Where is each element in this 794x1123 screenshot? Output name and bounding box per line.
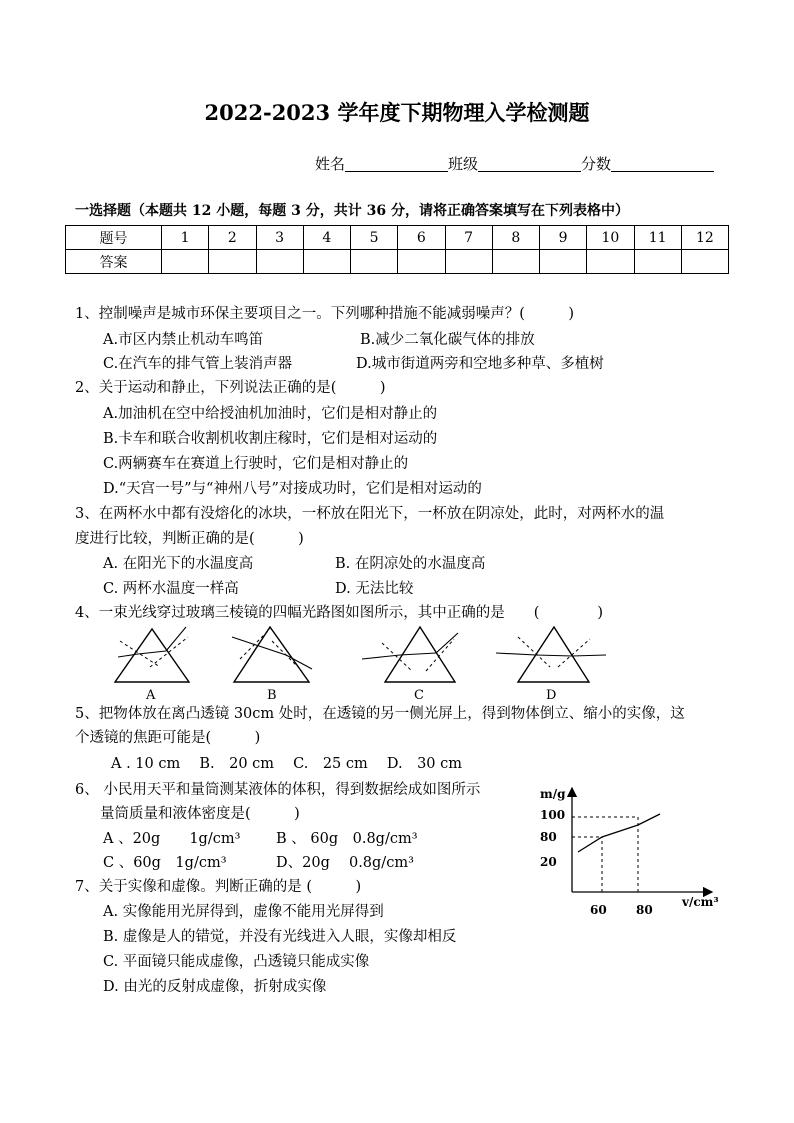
question-3-option-c: C. 两杯水温度一样高 [103,581,239,597]
x-axis-label: v/cm³ [682,895,719,909]
question-2-option-c: C.两辆赛车在赛道上行驶时，它们是相对静止的 [103,456,409,472]
score-blank[interactable] [611,155,714,172]
page-title: 2022-2023 学年度下期物理入学检测题 [204,100,590,125]
question-number: 7 [445,226,492,250]
question-3-option-b: B. 在阴凉处的水温度高 [335,556,486,572]
prism-label-a: A [146,688,156,703]
answer-table [65,225,729,274]
prism-figure-c[interactable] [362,627,458,703]
question-1-option-d: D.城市街道两旁和空地多种草、多植树 [356,356,604,372]
question-number: 12 [681,226,728,250]
question-5-stem-line1: 5、把物体放在离凸透镜 30cm 处时，在透镜的另一侧光屏上，得到物体倒立、缩小的实像，这 [75,706,685,722]
row-label-number: 题号 [66,226,162,250]
question-number: 1 [162,226,209,250]
question-7-stem: 7、关于实像和虚像。判断正确的是 ( ) [75,879,362,895]
question-number: 10 [587,226,634,250]
name-blank[interactable] [345,155,448,172]
prism-figure-d[interactable] [496,627,606,703]
question-2-option-d: D.“天宫一号”与“神州八号”对接成功时，它们是相对运动的 [103,481,482,497]
question-1-option-b: B.减少二氧化碳气体的排放 [360,332,535,348]
question-6-option-d: D、20g 0.8g/cm³ [276,855,414,871]
section-heading: 一选择题（本题共 12 小题，每题 3 分，共计 36 分，请将正确答案填写在下列表格中） [75,203,629,219]
score-label: 分数 [581,155,612,173]
question-7-option-c: C. 平面镜只能成虚像，凸透镜只能成实像 [103,954,370,970]
answer-cell[interactable] [398,250,445,274]
answer-cell[interactable] [540,250,587,274]
question-3-stem-line2: 度进行比较，判断正确的是( ) [75,531,304,547]
answer-cell[interactable] [351,250,398,274]
question-6-option-a: A 、20g 1g/cm³ [103,831,241,847]
question-5-options: A . 10 cm B. 20 cm C. 25 cm D. 30 cm [111,756,463,772]
class-label: 班级 [448,155,479,173]
question-7-option-b: B. 虚像是人的错觉，并没有光线进入人眼，实像却相反 [103,929,457,945]
question-3-option-d: D. 无法比较 [335,581,414,597]
x-tick-label: 60 [590,903,607,917]
answer-cell[interactable] [681,250,728,274]
question-1-option-a: A.市区内禁止机动车鸣笛 [103,332,264,348]
answer-cell[interactable] [162,250,209,274]
question-2-stem: 2、关于运动和静止，下列说法正确的是( ) [75,380,386,396]
question-6-stem-line2: 量筒质量和液体密度是( ) [100,806,300,822]
question-number: 3 [256,226,303,250]
answer-cell[interactable] [492,250,539,274]
question-number: 4 [303,226,350,250]
answer-row [66,250,729,274]
question-number: 11 [634,226,681,250]
number-row [66,226,729,250]
question-5-stem-line2: 个透镜的焦距可能是( ) [75,730,261,746]
class-blank[interactable] [478,155,581,172]
y-tick-label: 100 [540,808,566,822]
mass-volume-line [578,814,660,852]
row-label-answer: 答案 [66,250,162,274]
answer-cell[interactable] [303,250,350,274]
question-7-option-a: A. 实像能用光屏得到，虚像不能用光屏得到 [103,904,384,920]
answer-cell[interactable] [587,250,634,274]
question-number: 2 [209,226,256,250]
mass-volume-chart [530,782,730,922]
question-6-option-b: B 、 60g 0.8g/cm³ [276,831,418,847]
question-number: 6 [398,226,445,250]
prism-label-c: C [414,688,424,703]
question-1-stem: 1、控制噪声是城市环保主要项目之一。下列哪种措施不能减弱噪声？( ) [75,306,575,322]
y-tick-label: 80 [540,830,557,844]
answer-cell[interactable] [445,250,492,274]
question-7-option-d: D. 由光的反射成虚像，折射成实像 [103,979,327,995]
prism-figure-b[interactable] [232,627,312,703]
answer-cell[interactable] [256,250,303,274]
question-6-stem-line1: 6、 小民用天平和量筒测某液体的体积，得到数据绘成如图所示 [75,782,481,798]
answer-cell[interactable] [209,250,256,274]
prism-figure-a[interactable] [115,627,189,703]
answer-cell[interactable] [634,250,681,274]
prism-diagrams [0,615,794,707]
name-label: 姓名 [315,155,346,173]
x-tick-label: 80 [636,903,653,917]
y-tick-label: 20 [540,855,557,869]
question-3-option-a: A. 在阳光下的水温度高 [103,556,254,572]
question-1-option-c: C.在汽车的排气管上装消声器 [103,356,293,372]
question-4-stem: 4、一束光线穿过玻璃三棱镜的四幅光路图如图所示，其中正确的是 ( ) [75,605,604,621]
question-6-option-c: C 、60g 1g/cm³ [103,855,227,871]
question-2-option-a: A.加油机在空中给授油机加油时，它们是相对静止的 [103,406,438,422]
prism-label-b: B [267,688,277,703]
question-number: 9 [540,226,587,250]
question-3-stem-line1: 3、在两杯水中都有没熔化的冰块，一杯放在阳光下，一杯放在阴凉处，此时，对两杯水的温 [75,506,665,522]
prism-label-d: D [546,688,557,703]
question-number: 8 [492,226,539,250]
question-2-option-b: B.卡车和联合收割机收割庄稼时，它们是相对运动的 [103,431,438,447]
question-number: 5 [351,226,398,250]
y-axis-label: m/g [540,787,566,801]
student-info [315,153,714,174]
